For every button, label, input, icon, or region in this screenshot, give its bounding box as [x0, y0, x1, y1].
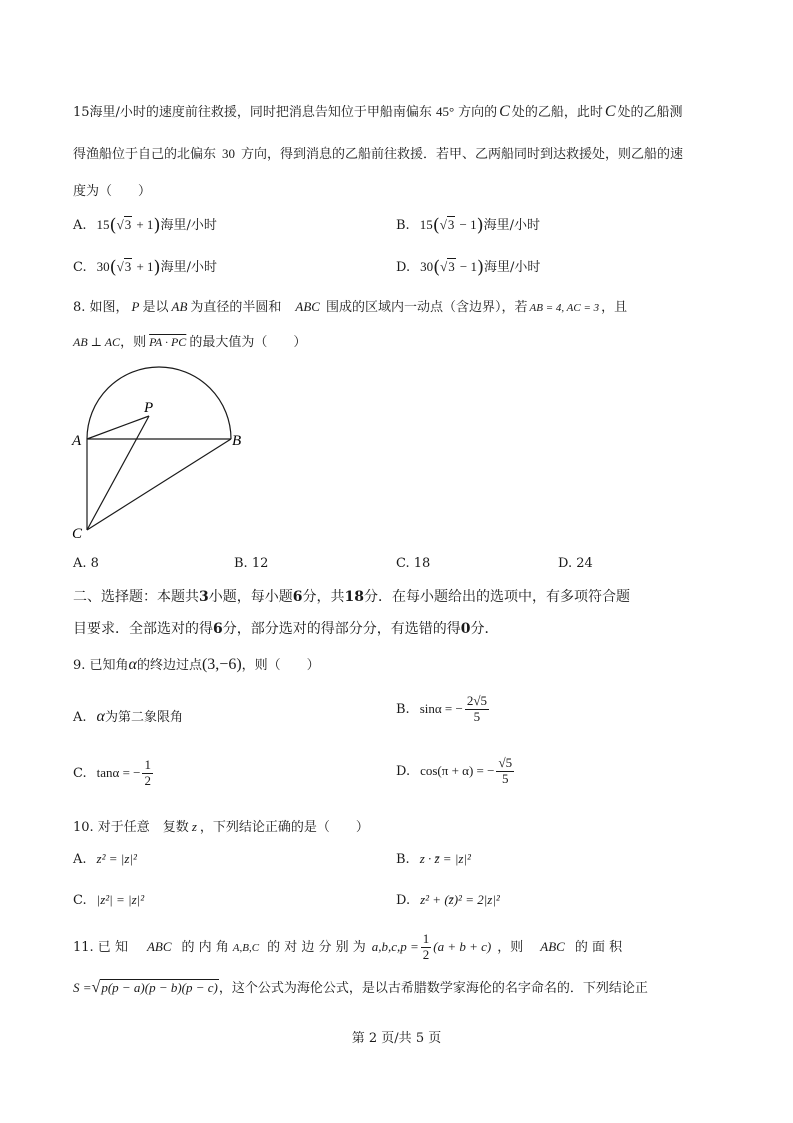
q10-option-b[interactable]: B. z · z̄ = |z|²: [396, 851, 471, 867]
q8-option-b[interactable]: B. 12: [234, 556, 269, 571]
q10-option-c[interactable]: C. |z²| = |z|²: [73, 892, 145, 908]
q7-option-d[interactable]: D. 30(√3 − 1)海里/小时: [396, 257, 541, 278]
q8-option-a[interactable]: A. 8: [73, 556, 99, 571]
label-c: C: [72, 526, 83, 542]
q7-option-c[interactable]: C. 30(√3 + 1)海里/小时: [73, 257, 217, 278]
q9-option-b[interactable]: B. sinα = − $\frac{2√5}{5}$: [396, 693, 487, 724]
q9-option-d[interactable]: D. cos(π + α) = − $\frac{√5}{5}$: [396, 755, 513, 786]
q9-option-a[interactable]: A. α为第二象限角: [73, 708, 183, 725]
q11-stem-line-1: 11. 已 知 ABC 的 内 角 A,B,C 的 对 边 分 别 为 a,b,c,p = $\frac{1}{2}$ (a + b + c) ，则 ABC 的 面 积: [73, 931, 623, 962]
q7-option-b[interactable]: B. 15(√3 − 1)海里/小时: [396, 215, 541, 236]
segment-bc: [87, 439, 231, 530]
q8-option-d[interactable]: D. 24: [558, 556, 593, 571]
segment-ap: [87, 416, 149, 439]
label-a: A: [72, 433, 82, 449]
q7-option-a[interactable]: A. 15(√3 + 1)海里/小时: [73, 215, 217, 236]
q10-stem: 10. 对于任意 复数 z ，下列结论正确的是（ ）: [73, 819, 369, 835]
section-2-heading-line-1: 二、选择题：本题共3小题，每小题6分，共18分．在每小题给出的选项中，有多项符合题: [73, 589, 630, 605]
q11-stem-line-2: S =√p(p − a)(p − b)(p − c)，这个公式为海伦公式，是以古希腊数学家海伦的名字命名的．下列结论正: [73, 979, 648, 996]
q10-option-a[interactable]: A. z² = |z|²: [73, 851, 137, 867]
q10-option-d[interactable]: D. z² + (z̄)² = 2|z|²: [396, 892, 500, 908]
label-b: B: [232, 433, 242, 449]
q9-option-c[interactable]: C. tanα = − $\frac{1}{2}$: [73, 757, 151, 788]
q7-line-1: 15海里/小时的速度前往救援，同时把消息告知位于甲船南偏东 45° 方向的 C 处的乙船，此时 C 处的乙船测: [73, 103, 683, 120]
semicircle-triangle-figure: [68, 365, 258, 545]
q9-stem: 9. 已知角α的终边过点(3,−6)，则（ ）: [73, 656, 320, 673]
q8-option-c[interactable]: C. 18: [396, 556, 431, 571]
q8-stem-line-1: 8. 如图， P 是以 AB 为直径的半圆和 ABC 围成的区域内一动点（含边界），若 AB = 4, AC = 3 ，且: [73, 299, 628, 315]
page-footer: 第 2 页/共 5 页: [351, 1031, 442, 1046]
segment-cp: [87, 416, 149, 530]
section-2-heading-line-2: 目要求．全部选对的得6分，部分选对的得部分分，有选错的得0分．: [73, 621, 499, 637]
q7-line-2: 得渔船位于自己的北偏东 30 方向，得到消息的乙船前往救援．若甲、乙两船同时到达救援处，则乙船的速: [73, 146, 684, 162]
q7-line-3: 度为（ ）: [73, 184, 152, 199]
label-p: P: [144, 400, 154, 416]
q8-stem-line-2: AB ⊥ AC，则 PA · PC 的最大值为（ ）: [73, 335, 307, 350]
semicircle-arc: [87, 367, 231, 439]
